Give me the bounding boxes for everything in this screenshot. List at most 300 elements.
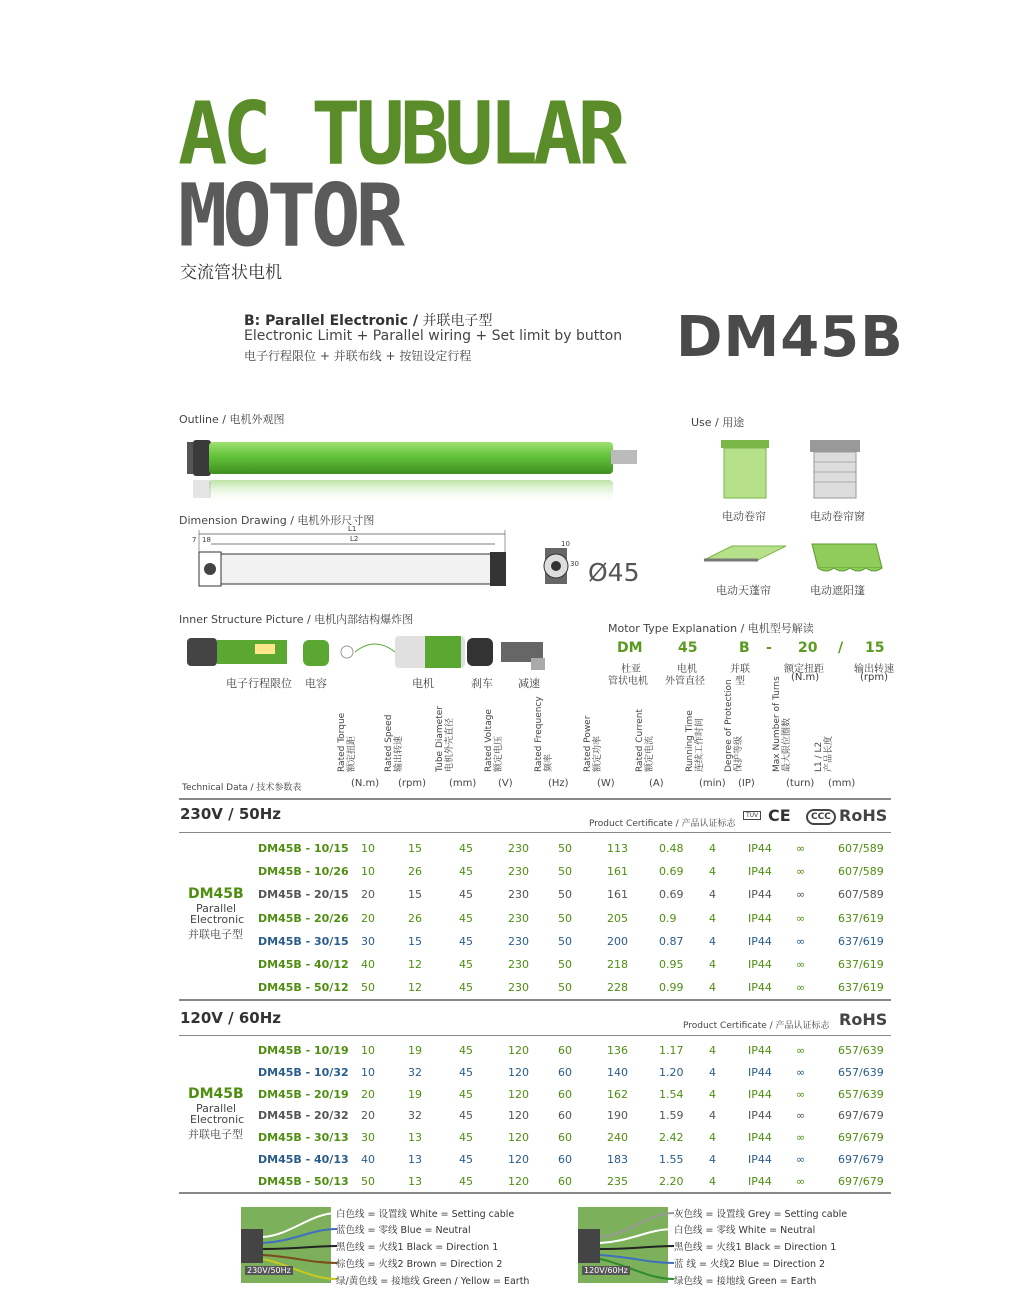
column-header-cn: 最大限位圈数 bbox=[782, 717, 792, 772]
group1-cert-label: Product Certificate / 产品认证标志 bbox=[589, 819, 736, 829]
sun-awning-icon bbox=[804, 534, 886, 578]
value-cell: 120 bbox=[508, 1044, 529, 1057]
value-cell: 4 bbox=[709, 934, 716, 948]
table-row bbox=[258, 1066, 888, 1086]
value-cell: 45 bbox=[459, 1174, 473, 1188]
wire-120-1: 灰色线 = 设置线 Grey = Setting cable bbox=[674, 1209, 848, 1220]
model-cell: DM45B - 30/15 bbox=[258, 934, 349, 948]
dim-10: 10 bbox=[561, 540, 570, 548]
value-cell: 45 bbox=[459, 1153, 473, 1166]
model-cell: DM45B - 10/19 bbox=[258, 1044, 349, 1057]
value-cell: 15 bbox=[408, 934, 422, 948]
column-header-en: Max Number of Turns bbox=[772, 676, 782, 772]
value-cell: 15 bbox=[408, 888, 422, 902]
group1-side-l2: Electronic bbox=[190, 913, 245, 926]
inner-structure-image bbox=[185, 628, 575, 674]
column-header bbox=[724, 679, 764, 772]
code-20: 20 bbox=[798, 640, 818, 656]
value-cell: 0.48 bbox=[659, 842, 684, 855]
inner-part-1: 电子行程限位 bbox=[226, 677, 292, 690]
value-cell: 2.42 bbox=[659, 1131, 684, 1145]
model-cell: DM45B - 10/32 bbox=[258, 1065, 349, 1079]
value-cell: 10 bbox=[361, 865, 375, 879]
column-header-cn: 额定扭距 bbox=[347, 735, 357, 772]
model-cell: DM45B - 20/26 bbox=[258, 911, 349, 925]
value-cell: 4 bbox=[709, 1087, 716, 1101]
rule-mid-1 bbox=[179, 832, 891, 833]
group2-side-model: DM45B bbox=[188, 1086, 244, 1102]
column-unit: (N.m) bbox=[351, 778, 380, 789]
value-cell: 120 bbox=[508, 1153, 529, 1166]
value-cell: 0.69 bbox=[659, 888, 684, 902]
dimension-drawing bbox=[185, 526, 655, 596]
model-cell: DM45B - 30/13 bbox=[258, 1131, 349, 1145]
code-dm-cn2: 管状电机 bbox=[608, 676, 648, 687]
value-cell: 162 bbox=[607, 1087, 628, 1101]
value-cell: 657/639 bbox=[838, 1065, 884, 1079]
column-header-cn: 电机外壳直径 bbox=[445, 717, 455, 772]
rohs-mark-1: RoHS bbox=[839, 806, 888, 825]
outline-motor-image bbox=[179, 428, 679, 510]
use-item-2: 电动卷帘窗 bbox=[810, 510, 865, 523]
type-explanation-label: Motor Type Explanation / 电机型号解读 bbox=[608, 622, 814, 635]
value-cell: 10 bbox=[361, 1044, 375, 1057]
group1-side-l3: 并联电子型 bbox=[188, 928, 243, 941]
value-cell: 50 bbox=[558, 934, 572, 948]
column-header bbox=[384, 700, 424, 772]
value-cell: 45 bbox=[459, 1044, 473, 1057]
code-dm: DM bbox=[617, 640, 643, 656]
value-cell: 140 bbox=[607, 1065, 628, 1079]
code-b-cn1: 并联 bbox=[730, 664, 750, 675]
column-unit: (Hz) bbox=[548, 778, 569, 789]
code-45-cn2: 外管直径 bbox=[665, 676, 705, 687]
value-cell: ∞ bbox=[796, 934, 806, 948]
wire-120-5: 绿色线 = 接地线 Green = Earth bbox=[674, 1276, 817, 1287]
rohs-mark-2: RoHS bbox=[839, 1010, 888, 1029]
column-header-text bbox=[724, 679, 744, 772]
value-cell: IP44 bbox=[748, 958, 772, 971]
inner-part-4: 刹车 bbox=[471, 677, 493, 690]
wire-120-4: 蓝 线 = 火线2 Blue = Direction 2 bbox=[674, 1259, 826, 1270]
value-cell: 657/639 bbox=[838, 1044, 884, 1057]
value-cell: 32 bbox=[408, 1109, 422, 1123]
value-cell: IP44 bbox=[748, 1131, 772, 1145]
value-cell: 136 bbox=[607, 1044, 628, 1057]
wiring-label-230: 230V/50Hz bbox=[247, 1266, 291, 1275]
column-unit: (turn) bbox=[786, 778, 815, 789]
model-cell: DM45B - 20/32 bbox=[258, 1109, 349, 1123]
value-cell: 230 bbox=[508, 865, 529, 879]
value-cell: 19 bbox=[408, 1044, 422, 1057]
value-cell: 26 bbox=[408, 911, 422, 925]
value-cell: 60 bbox=[558, 1044, 572, 1057]
value-cell: 230 bbox=[508, 888, 529, 902]
use-label: Use / 用途 bbox=[691, 416, 745, 429]
column-header-text bbox=[484, 709, 504, 772]
value-cell: 45 bbox=[459, 981, 473, 995]
value-cell: 230 bbox=[508, 958, 529, 971]
value-cell: 50 bbox=[558, 865, 572, 879]
value-cell: 60 bbox=[558, 1065, 572, 1079]
group2-cert-label: Product Certificate / 产品认证标志 bbox=[683, 1021, 830, 1031]
column-unit: (mm) bbox=[449, 778, 477, 789]
value-cell: 45 bbox=[459, 911, 473, 925]
value-cell: 4 bbox=[709, 1065, 716, 1079]
column-header bbox=[435, 700, 475, 772]
value-cell: 205 bbox=[607, 911, 628, 925]
table-row bbox=[258, 1044, 888, 1064]
value-cell: 45 bbox=[459, 1109, 473, 1123]
value-cell: 20 bbox=[361, 1109, 375, 1123]
table-row bbox=[258, 842, 888, 862]
value-cell: ∞ bbox=[796, 888, 806, 902]
value-cell: 45 bbox=[459, 958, 473, 971]
value-cell: ∞ bbox=[796, 981, 806, 995]
column-header-cn: 输出转速 bbox=[394, 735, 404, 772]
code-20-cn2: (N.m) bbox=[791, 672, 820, 683]
code-dm-cn1: 杜亚 bbox=[621, 664, 641, 675]
value-cell: IP44 bbox=[748, 1109, 772, 1123]
column-unit: (V) bbox=[498, 778, 513, 789]
column-header-en: Rated Current bbox=[635, 708, 645, 772]
column-header-text bbox=[583, 716, 603, 772]
value-cell: 230 bbox=[508, 842, 529, 855]
value-cell: 4 bbox=[709, 958, 716, 971]
column-header bbox=[534, 696, 574, 772]
value-cell: 4 bbox=[709, 911, 716, 925]
title-cn: 交流管状电机 bbox=[180, 263, 282, 283]
roller-shutter-icon bbox=[806, 436, 866, 504]
column-header-en: Tube Diameter bbox=[435, 706, 445, 772]
value-cell: ∞ bbox=[796, 865, 806, 879]
value-cell: 4 bbox=[709, 842, 716, 855]
value-cell: 218 bbox=[607, 958, 628, 971]
value-cell: 697/679 bbox=[838, 1109, 884, 1123]
column-header-cn: 产品长度 bbox=[824, 735, 834, 772]
column-header-text bbox=[534, 696, 554, 772]
table-row bbox=[258, 912, 888, 932]
column-header-en: Rated Power bbox=[583, 715, 593, 772]
value-cell: 657/639 bbox=[838, 1087, 884, 1101]
dim-18: 18 bbox=[202, 536, 211, 544]
column-header bbox=[583, 700, 623, 772]
code-15: 15 bbox=[865, 640, 885, 656]
wiring-cable-120 bbox=[578, 1207, 678, 1287]
column-header-cn: 额定电压 bbox=[494, 735, 504, 772]
rule-mid-2 bbox=[179, 1035, 891, 1036]
wire-230-5: 绿/黄色线 = 接地线 Green / Yellow = Earth bbox=[336, 1276, 530, 1287]
value-cell: 230 bbox=[508, 911, 529, 925]
value-cell: 26 bbox=[408, 865, 422, 879]
value-cell: IP44 bbox=[748, 1044, 772, 1057]
rule-top-1 bbox=[179, 798, 891, 800]
column-header-cn: 频率 bbox=[544, 753, 554, 772]
group1-side-model: DM45B bbox=[188, 886, 244, 902]
type-heading bbox=[244, 310, 492, 330]
column-header bbox=[814, 700, 854, 772]
column-header-text bbox=[337, 713, 357, 772]
ccc-mark: CCC bbox=[806, 809, 836, 825]
value-cell: 10 bbox=[361, 842, 375, 855]
value-cell: 607/589 bbox=[838, 888, 884, 902]
wire-120-2: 白色线 = 零线 White = Neutral bbox=[674, 1225, 816, 1236]
value-cell: 120 bbox=[508, 1131, 529, 1145]
value-cell: IP44 bbox=[748, 888, 772, 902]
features-en: Electronic Limit + Parallel wiring + Set limit by button bbox=[244, 328, 623, 344]
wiring-label-120: 120V/60Hz bbox=[584, 1266, 628, 1275]
value-cell: IP44 bbox=[748, 911, 772, 925]
column-header-cn: 连续工作时间 bbox=[695, 717, 705, 772]
title-line1: AC TUBULAR bbox=[178, 84, 622, 185]
value-cell: 1.55 bbox=[659, 1153, 684, 1166]
column-header-en: Rated Frequency bbox=[534, 696, 544, 772]
value-cell: IP44 bbox=[748, 1065, 772, 1079]
code-45: 45 bbox=[678, 640, 698, 656]
value-cell: 637/619 bbox=[838, 934, 884, 948]
value-cell: 12 bbox=[408, 958, 422, 971]
value-cell: IP44 bbox=[748, 1174, 772, 1188]
value-cell: 45 bbox=[459, 1065, 473, 1079]
dimension-label: Dimension Drawing / 电机外形尺寸图 bbox=[179, 514, 375, 527]
value-cell: 50 bbox=[361, 1174, 375, 1188]
code-45-cn1: 电机 bbox=[677, 664, 697, 675]
code-20-cn1: 额定扭距 bbox=[784, 664, 824, 675]
value-cell: 120 bbox=[508, 1174, 529, 1188]
type-code-block bbox=[608, 640, 898, 690]
value-cell: 120 bbox=[508, 1065, 529, 1079]
value-cell: 235 bbox=[607, 1174, 628, 1188]
diameter-label: Ø45 bbox=[588, 558, 640, 587]
column-header-cn: 额定功率 bbox=[593, 735, 603, 772]
group2-side-l3: 并联电子型 bbox=[188, 1128, 243, 1141]
value-cell: 230 bbox=[508, 934, 529, 948]
column-unit: (W) bbox=[597, 778, 615, 789]
column-header bbox=[337, 700, 377, 772]
ce-mark: CE bbox=[768, 806, 791, 825]
wire-230-1: 白色线 = 设置线 White = Setting cable bbox=[336, 1209, 515, 1220]
value-cell: 50 bbox=[361, 981, 375, 995]
column-header-en: Rated Voltage bbox=[484, 709, 494, 772]
value-cell: 2.20 bbox=[659, 1174, 684, 1188]
column-header-en: Rated Speed bbox=[384, 714, 394, 772]
value-cell: 45 bbox=[459, 865, 473, 879]
value-cell: 200 bbox=[607, 934, 628, 948]
value-cell: 4 bbox=[709, 1174, 716, 1188]
value-cell: 240 bbox=[607, 1131, 628, 1145]
value-cell: 50 bbox=[558, 958, 572, 971]
value-cell: IP44 bbox=[748, 842, 772, 855]
column-header bbox=[685, 700, 725, 772]
column-header-en: Degree of Protection bbox=[724, 679, 734, 772]
code-15-cn1: 输出转速 bbox=[854, 664, 894, 675]
column-header-cn: 保护等级 bbox=[734, 735, 744, 772]
rule-bottom-2 bbox=[179, 1192, 891, 1194]
value-cell: 637/619 bbox=[838, 958, 884, 971]
value-cell: 120 bbox=[508, 1109, 529, 1123]
value-cell: 45 bbox=[459, 888, 473, 902]
value-cell: 120 bbox=[508, 1087, 529, 1101]
value-cell: 607/589 bbox=[838, 842, 884, 855]
wiring-cable-230 bbox=[241, 1207, 341, 1287]
wire-230-4: 棕色线 = 火线2 Brown = Direction 2 bbox=[336, 1259, 503, 1270]
value-cell: 4 bbox=[709, 1109, 716, 1123]
use-item-3: 电动天蓬帘 bbox=[716, 584, 771, 597]
value-cell: 4 bbox=[709, 1044, 716, 1057]
value-cell: ∞ bbox=[796, 1153, 806, 1166]
value-cell: 13 bbox=[408, 1131, 422, 1145]
value-cell: 20 bbox=[361, 1087, 375, 1101]
value-cell: 0.99 bbox=[659, 981, 684, 995]
value-cell: ∞ bbox=[796, 1174, 806, 1188]
value-cell: 60 bbox=[558, 1174, 572, 1188]
outline-label: Outline / 电机外观图 bbox=[179, 413, 285, 426]
value-cell: 190 bbox=[607, 1109, 628, 1123]
code-dash: - bbox=[766, 640, 772, 656]
code-b: B bbox=[739, 640, 750, 656]
value-cell: 697/679 bbox=[838, 1131, 884, 1145]
group1-title: 230V / 50Hz bbox=[180, 805, 282, 823]
column-header-text bbox=[384, 715, 404, 772]
value-cell: 50 bbox=[558, 842, 572, 855]
value-cell: 4 bbox=[709, 1153, 716, 1166]
value-cell: 10 bbox=[361, 1065, 375, 1079]
table-row bbox=[258, 958, 888, 978]
model-cell: DM45B - 20/15 bbox=[258, 888, 349, 902]
value-cell: ∞ bbox=[796, 1044, 806, 1057]
dim-L2: L2 bbox=[350, 535, 359, 543]
group2-side-l2: Electronic bbox=[190, 1113, 245, 1126]
wire-230-3: 黑色线 = 火线1 Black = Direction 1 bbox=[336, 1242, 499, 1253]
value-cell: 1.17 bbox=[659, 1044, 684, 1057]
column-unit: (A) bbox=[649, 778, 664, 789]
value-cell: 12 bbox=[408, 981, 422, 995]
value-cell: 30 bbox=[361, 1131, 375, 1145]
value-cell: 161 bbox=[607, 865, 628, 879]
code-slash: / bbox=[838, 640, 844, 656]
value-cell: ∞ bbox=[796, 1065, 806, 1079]
wire-230-2: 蓝色线 = 零线 Blue = Neutral bbox=[336, 1225, 471, 1236]
column-header bbox=[772, 676, 812, 772]
value-cell: 19 bbox=[408, 1087, 422, 1101]
value-cell: 4 bbox=[709, 1131, 716, 1145]
column-unit: (mm) bbox=[828, 778, 856, 789]
inner-part-3: 电机 bbox=[412, 677, 434, 690]
tuv-mark: TÜV bbox=[743, 811, 761, 820]
value-cell: 20 bbox=[361, 888, 375, 902]
column-header-text bbox=[435, 706, 455, 772]
model-cell: DM45B - 20/19 bbox=[258, 1087, 349, 1101]
type-en: B: Parallel Electronic / bbox=[244, 313, 419, 329]
table-row bbox=[258, 888, 888, 908]
column-unit: (min) bbox=[699, 778, 726, 789]
model-cell: DM45B - 50/12 bbox=[258, 981, 349, 995]
value-cell: 32 bbox=[408, 1065, 422, 1079]
dim-7: 7 bbox=[192, 536, 197, 544]
dim-L1: L1 bbox=[348, 525, 357, 533]
rule-bottom-1 bbox=[179, 999, 891, 1001]
table-row bbox=[258, 1153, 888, 1173]
value-cell: 60 bbox=[558, 1109, 572, 1123]
group1-side-l1: Parallel bbox=[196, 902, 237, 915]
value-cell: 45 bbox=[459, 842, 473, 855]
value-cell: 50 bbox=[558, 981, 572, 995]
dim-30: 30 bbox=[570, 560, 579, 568]
value-cell: IP44 bbox=[748, 934, 772, 948]
value-cell: ∞ bbox=[796, 842, 806, 855]
model-cell: DM45B - 50/13 bbox=[258, 1174, 349, 1188]
value-cell: 13 bbox=[408, 1153, 422, 1166]
table-row bbox=[258, 1088, 888, 1108]
value-cell: 60 bbox=[558, 1087, 572, 1101]
value-cell: ∞ bbox=[796, 1109, 806, 1123]
column-header-cn: 额定电流 bbox=[645, 735, 655, 772]
features-cn: 电子行程限位 + 并联布线 + 按钮设定行程 bbox=[244, 349, 472, 363]
inner-structure-label: Inner Structure Picture / 电机内部结构爆炸图 bbox=[179, 613, 414, 626]
value-cell: 161 bbox=[607, 888, 628, 902]
column-header bbox=[484, 700, 524, 772]
group2-side bbox=[188, 1086, 244, 1142]
value-cell: 228 bbox=[607, 981, 628, 995]
value-cell: 15 bbox=[408, 842, 422, 855]
value-cell: IP44 bbox=[748, 981, 772, 995]
value-cell: ∞ bbox=[796, 958, 806, 971]
code-b-cn2: 型 bbox=[735, 676, 745, 687]
column-unit: (rpm) bbox=[398, 778, 427, 789]
value-cell: 4 bbox=[709, 888, 716, 902]
value-cell: 60 bbox=[558, 1153, 572, 1166]
column-header-text bbox=[685, 710, 705, 772]
table-row bbox=[258, 1109, 888, 1129]
value-cell: 0.87 bbox=[659, 934, 684, 948]
title-line2: MOTOR bbox=[178, 166, 400, 267]
technical-data-label: Technical Data / 技术参数表 bbox=[182, 783, 302, 793]
column-header-en: Rated Torque bbox=[337, 712, 347, 772]
model-cell: DM45B - 10/26 bbox=[258, 865, 349, 879]
value-cell: 0.95 bbox=[659, 958, 684, 971]
value-cell: 697/679 bbox=[838, 1174, 884, 1188]
value-cell: 637/619 bbox=[838, 911, 884, 925]
group2-side-l1: Parallel bbox=[196, 1102, 237, 1115]
value-cell: 0.9 bbox=[659, 911, 677, 925]
model-cell: DM45B - 40/13 bbox=[258, 1153, 349, 1166]
value-cell: 183 bbox=[607, 1153, 628, 1166]
skylight-awning-icon bbox=[698, 538, 790, 578]
value-cell: ∞ bbox=[796, 911, 806, 925]
value-cell: 697/679 bbox=[838, 1153, 884, 1166]
table-row bbox=[258, 1131, 888, 1151]
value-cell: 1.54 bbox=[659, 1087, 684, 1101]
use-item-4: 电动遮阳篷 bbox=[810, 584, 865, 597]
value-cell: 45 bbox=[459, 1087, 473, 1101]
column-header-text bbox=[635, 709, 655, 772]
value-cell: 20 bbox=[361, 911, 375, 925]
value-cell: 45 bbox=[459, 934, 473, 948]
value-cell: 30 bbox=[361, 934, 375, 948]
table-row bbox=[258, 935, 888, 955]
value-cell: 60 bbox=[558, 1131, 572, 1145]
type-cn: 并联电子型 bbox=[418, 313, 493, 329]
group2-title: 120V / 60Hz bbox=[180, 1009, 282, 1027]
value-cell: 50 bbox=[558, 911, 572, 925]
column-header-text bbox=[814, 736, 834, 772]
value-cell: 637/619 bbox=[838, 981, 884, 995]
roller-blind-icon bbox=[716, 436, 776, 504]
table-row bbox=[258, 865, 888, 885]
inner-part-5: 减速 bbox=[518, 677, 540, 690]
value-cell: 40 bbox=[361, 958, 375, 971]
value-cell: 50 bbox=[558, 888, 572, 902]
